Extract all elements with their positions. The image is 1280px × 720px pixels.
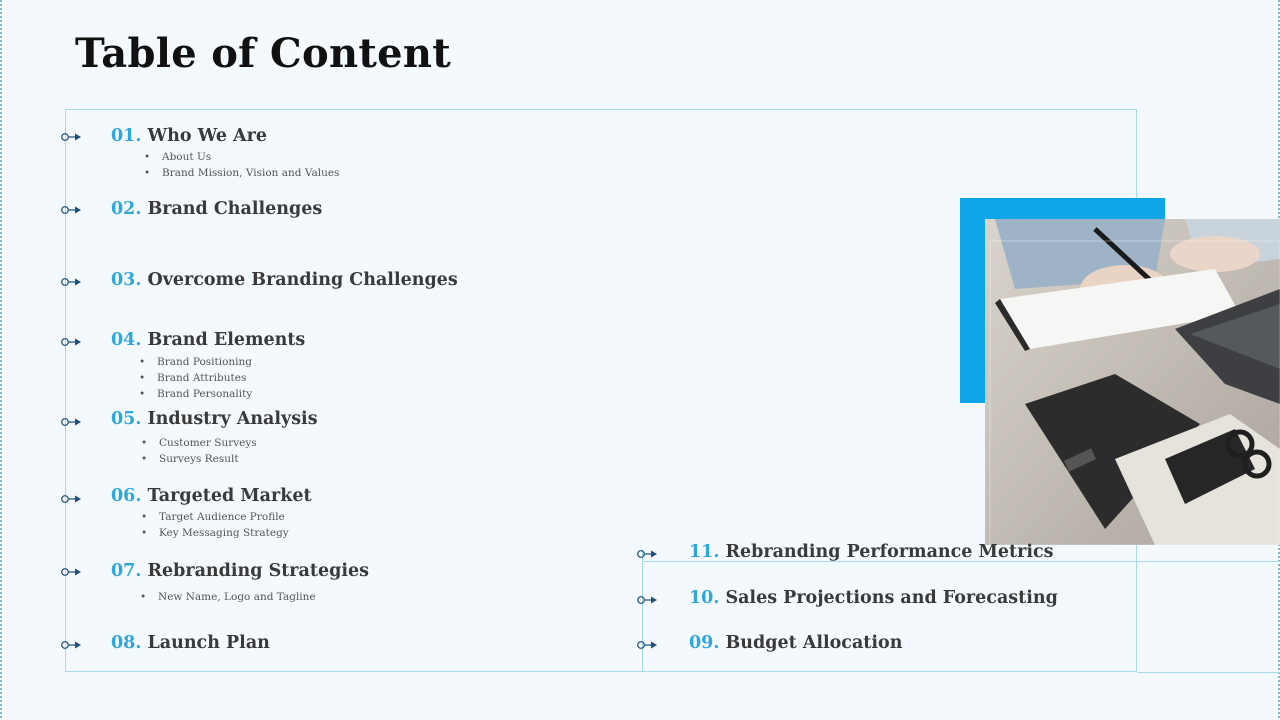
marker-icon: [60, 205, 82, 215]
toc-item-04[interactable]: [111, 330, 305, 350]
page-title: Table of Content: [75, 30, 452, 77]
toc-item-title: Targeted Market: [147, 486, 312, 506]
marker-icon: [636, 640, 658, 650]
toc-item-title: Sales Projections and Forecasting: [725, 588, 1058, 608]
marker-icon: [60, 337, 82, 347]
marker-icon: [636, 549, 658, 559]
toc-item-title: Brand Challenges: [147, 199, 323, 219]
toc-subitem: • About Us: [144, 149, 211, 165]
toc-item-number: 08.: [111, 633, 142, 653]
toc-item-title: Overcome Branding Challenges: [147, 270, 458, 290]
toc-subitem: • Brand Personality: [139, 386, 252, 402]
toc-item-title: Rebranding Performance Metrics: [725, 542, 1054, 562]
toc-item-02[interactable]: [111, 199, 322, 219]
marker-icon: [60, 277, 82, 287]
toc-item-01[interactable]: [111, 126, 267, 146]
marker-icon: [60, 132, 82, 142]
left-edge-decoration: [0, 0, 2, 720]
toc-frame-right-bottom: [1137, 672, 1280, 673]
toc-item-number: 01.: [111, 126, 142, 146]
toc-item-title: Budget Allocation: [725, 633, 903, 653]
toc-subitem: • Brand Mission, Vision and Values: [144, 165, 339, 181]
toc-item-number: 11.: [689, 542, 720, 562]
marker-icon: [636, 595, 658, 605]
toc-item-number: 06.: [111, 486, 142, 506]
toc-item-number: 05.: [111, 409, 142, 429]
toc-subitem: • Key Messaging Strategy: [141, 525, 289, 541]
toc-item-11[interactable]: [689, 542, 1053, 562]
toc-item-09[interactable]: [689, 633, 902, 653]
toc-item-number: 04.: [111, 330, 142, 350]
toc-subitem: • Brand Positioning: [139, 354, 252, 370]
toc-subitem: • New Name, Logo and Tagline: [140, 589, 316, 605]
toc-item-title: Who We Are: [147, 126, 267, 146]
toc-subitem: • Customer Surveys: [141, 435, 257, 451]
toc-item-number: 10.: [689, 588, 720, 608]
toc-item-06[interactable]: [111, 486, 312, 506]
toc-subitem: • Target Audience Profile: [141, 509, 285, 525]
toc-item-title: Brand Elements: [147, 330, 306, 350]
toc-item-07[interactable]: [111, 561, 369, 581]
toc-item-08[interactable]: [111, 633, 270, 653]
toc-item-number: 09.: [689, 633, 720, 653]
toc-item-number: 02.: [111, 199, 142, 219]
photo-image: [985, 219, 1280, 545]
marker-icon: [60, 567, 82, 577]
toc-item-03[interactable]: [111, 270, 458, 290]
marker-icon: [60, 494, 82, 504]
toc-item-title: Rebranding Strategies: [147, 561, 369, 581]
marker-icon: [60, 640, 82, 650]
toc-item-title: Launch Plan: [147, 633, 270, 653]
toc-item-number: 03.: [111, 270, 142, 290]
toc-item-number: 07.: [111, 561, 142, 581]
toc-item-05[interactable]: [111, 409, 318, 429]
toc-item-title: Industry Analysis: [147, 409, 318, 429]
toc-frame-right-left: [642, 549, 643, 672]
toc-subitem: • Surveys Result: [141, 451, 239, 467]
toc-subitem: • Brand Attributes: [139, 370, 246, 386]
marker-icon: [60, 417, 82, 427]
toc-item-10[interactable]: [689, 588, 1058, 608]
